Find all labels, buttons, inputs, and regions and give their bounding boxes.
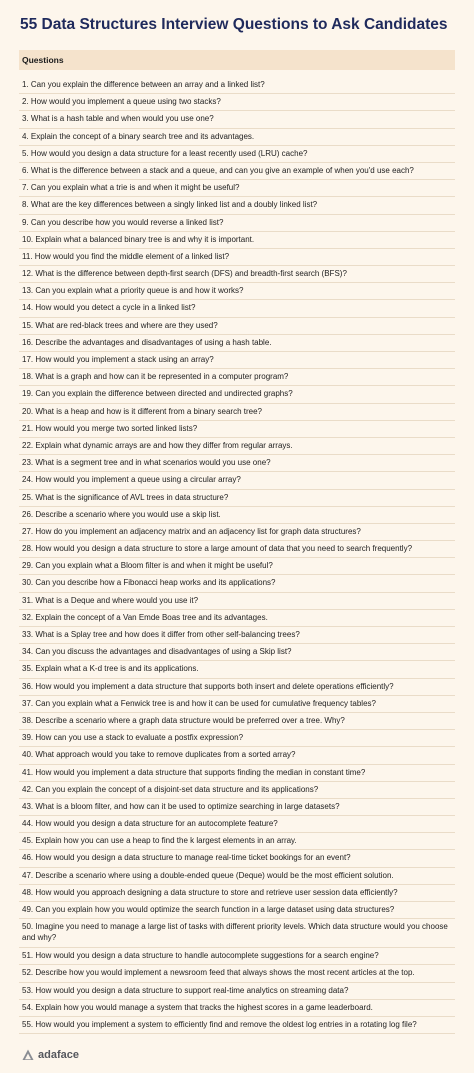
question-row (19, 747, 455, 764)
question-text: 8. What are the key differences between a singly linked list and a doubly linked list? (22, 200, 318, 210)
question-row (19, 730, 455, 747)
question-row (19, 644, 455, 661)
question-text: 40. What approach would you take to remove duplicates from a sorted array? (22, 750, 296, 760)
question-row (19, 129, 455, 146)
question-row (19, 300, 455, 317)
question-row (19, 816, 455, 833)
question-row (19, 696, 455, 713)
question-row (19, 1017, 455, 1034)
question-text: 30. Can you describe how a Fibonacci heap works and its applications? (22, 578, 276, 588)
question-row (19, 833, 455, 850)
question-row (19, 318, 455, 335)
question-text: 21. How would you merge two sorted linked lists? (22, 423, 198, 433)
question-row (19, 180, 455, 197)
question-text: 48. How would you approach designing a data structure to store and retrieve user session data efficiently? (22, 887, 398, 897)
question-text: 44. How would you design a data structure for an autocomplete feature? (22, 819, 278, 829)
question-text: 31. What is a Deque and where would you use it? (22, 595, 199, 605)
question-text: 20. What is a heap and how is it different from a binary search tree? (22, 406, 262, 416)
question-text: 27. How do you implement an adjacency matrix and an adjacency list for graph data structures? (22, 526, 361, 536)
question-text: 5. How would you design a data structure for a least recently used (LRU) cache? (22, 148, 308, 158)
question-row (19, 524, 455, 541)
question-row (19, 77, 455, 94)
question-row (19, 249, 455, 266)
question-text: 33. What is a Splay tree and how does it differ from other self-balancing trees? (22, 630, 300, 639)
question-text: 47. Describe a scenario where using a double-ended queue (Deque) would be the most efficient solution. (22, 870, 394, 880)
question-row (19, 490, 455, 507)
question-row (19, 965, 455, 982)
question-text: 4. Explain the concept of a binary search tree and its advantages. (22, 131, 255, 141)
question-text: 13. Can you explain what a priority queue is and how it works? (22, 286, 244, 296)
question-text: 17. How would you implement a stack using an array? (22, 355, 214, 364)
question-text: 29. Can you explain what a Bloom filter is and when it might be useful? (22, 561, 273, 571)
question-text: 11. How would you find the middle element of a linked list? (22, 251, 230, 261)
question-row (19, 713, 455, 730)
question-row (19, 421, 455, 438)
question-text: 6. What is the difference between a stack and a queue, and can you give an example of when you'd use each? (22, 165, 414, 175)
question-row (19, 610, 455, 627)
question-text: 52. Describe how you would implement a newsroom feed that always shows the most recent articles at the top. (22, 968, 415, 978)
question-row (19, 593, 455, 610)
question-row (19, 94, 455, 111)
question-row (19, 386, 455, 403)
question-row (19, 232, 455, 249)
question-text: 15. What are red-black trees and where are they used? (22, 320, 218, 330)
question-row (19, 558, 455, 575)
question-row (19, 902, 455, 919)
question-row (19, 541, 455, 558)
question-row (19, 404, 455, 421)
question-text: 37. Can you explain what a Fenwick tree is and how it can be used for cumulative frequency tables? (22, 698, 376, 708)
column-header-questions: Questions (22, 55, 64, 65)
question-text: 26. Describe a scenario where you would use a skip list. (22, 509, 221, 519)
question-text: 54. Explain how you would manage a system that tracks the highest scores in a game leaderboard. (22, 1002, 373, 1012)
question-text: 3. What is a hash table and when would you use one? (22, 114, 214, 124)
question-row (19, 163, 455, 180)
question-text: 55. How would you implement a system to efficiently find and remove the oldest log entries in a rotating log file? (22, 1019, 417, 1029)
question-row (19, 868, 455, 885)
question-text: 36. How would you implement a data structure that supports both insert and delete operations efficiently? (22, 681, 394, 691)
question-row (19, 948, 455, 965)
question-row (19, 1000, 455, 1017)
question-row (19, 455, 455, 472)
question-text: 51. How would you design a data structure to handle autocomplete suggestions for a search engine? (22, 951, 379, 961)
question-text: 38. Describe a scenario where a graph data structure would be preferred over a tree. Why? (22, 715, 345, 725)
question-text: 23. What is a segment tree and in what scenarios would you use one? (22, 458, 271, 468)
question-text: 50. Imagine you need to manage a large list of tasks with different priority levels. Which data structure would you choose and why? (22, 922, 448, 942)
question-row (19, 507, 455, 524)
question-text: 10. Explain what a balanced binary tree is and why it is important. (22, 234, 255, 244)
question-text: 39. How can you use a stack to evaluate a postfix expression? (22, 733, 244, 743)
question-row (19, 266, 455, 283)
adaface-logo-icon (22, 1049, 34, 1061)
question-row (19, 111, 455, 128)
question-text: 9. Can you describe how you would reverse a linked list? (22, 217, 224, 227)
question-row (19, 283, 455, 300)
question-row (19, 352, 455, 369)
question-text: 53. How would you design a data structure to support real-time analytics on streaming data? (22, 985, 349, 995)
question-text: 41. How would you implement a data structure that supports finding the median in constant time? (22, 767, 366, 777)
question-row (19, 661, 455, 678)
question-text: 14. How would you detect a cycle in a linked list? (22, 303, 196, 313)
table-header (19, 50, 455, 70)
page-title: 55 Data Structures Interview Questions to Ask Candidates (20, 16, 448, 33)
question-row (19, 850, 455, 867)
question-row (19, 472, 455, 489)
question-row (19, 197, 455, 214)
question-text: 1. Can you explain the difference between an array and a linked list? (22, 80, 265, 89)
question-row (19, 146, 455, 163)
question-row (19, 438, 455, 455)
question-row (19, 782, 455, 799)
question-text: 25. What is the significance of AVL trees in data structure? (22, 492, 229, 502)
question-text: 32. Explain the concept of a Van Emde Boas tree and its advantages. (22, 612, 268, 622)
question-text: 19. Can you explain the difference between directed and undirected graphs? (22, 389, 293, 399)
question-row (19, 627, 455, 644)
question-text: 45. Explain how you can use a heap to find the k largest elements in an array. (22, 836, 297, 846)
question-row (19, 983, 455, 1000)
question-text: 46. How would you design a data structure to manage real-time ticket bookings for an event? (22, 853, 351, 863)
question-row (19, 215, 455, 232)
question-text: 22. Explain what dynamic arrays are and how they differ from regular arrays. (22, 440, 293, 450)
question-row (19, 369, 455, 386)
question-text: 7. Can you explain what a trie is and when it might be useful? (22, 183, 240, 193)
question-row (19, 885, 455, 902)
question-text: 35. Explain what a K-d tree is and its applications. (22, 664, 199, 674)
question-text: 2. How would you implement a queue using two stacks? (22, 97, 221, 107)
question-row (19, 575, 455, 592)
question-text: 12. What is the difference between depth-first search (DFS) and breadth-first search (BFS)? (22, 269, 347, 279)
footer-brand (22, 1047, 79, 1063)
question-text: 49. Can you explain how you would optimize the search function in a large dataset using data structures? (22, 905, 395, 914)
question-row (19, 919, 455, 948)
question-row (19, 799, 455, 816)
questions-list (19, 77, 455, 1034)
question-text: 43. What is a bloom filter, and how can it be used to optimize searching in large datasets? (22, 801, 340, 811)
question-text: 18. What is a graph and how can it be represented in a computer program? (22, 372, 289, 382)
question-text: 24. How would you implement a queue using a circular array? (22, 475, 241, 485)
question-row (19, 335, 455, 352)
question-row (19, 765, 455, 782)
question-text: 16. Describe the advantages and disadvantages of using a hash table. (22, 337, 272, 347)
question-text: 34. Can you discuss the advantages and disadvantages of using a Skip list? (22, 647, 292, 657)
question-row (19, 679, 455, 696)
question-text: 42. Can you explain the concept of a disjoint-set data structure and its applications? (22, 784, 319, 794)
brand-name: adaface (38, 1049, 79, 1061)
question-text: 28. How would you design a data structure to store a large amount of data that you need to search frequently? (22, 544, 413, 554)
